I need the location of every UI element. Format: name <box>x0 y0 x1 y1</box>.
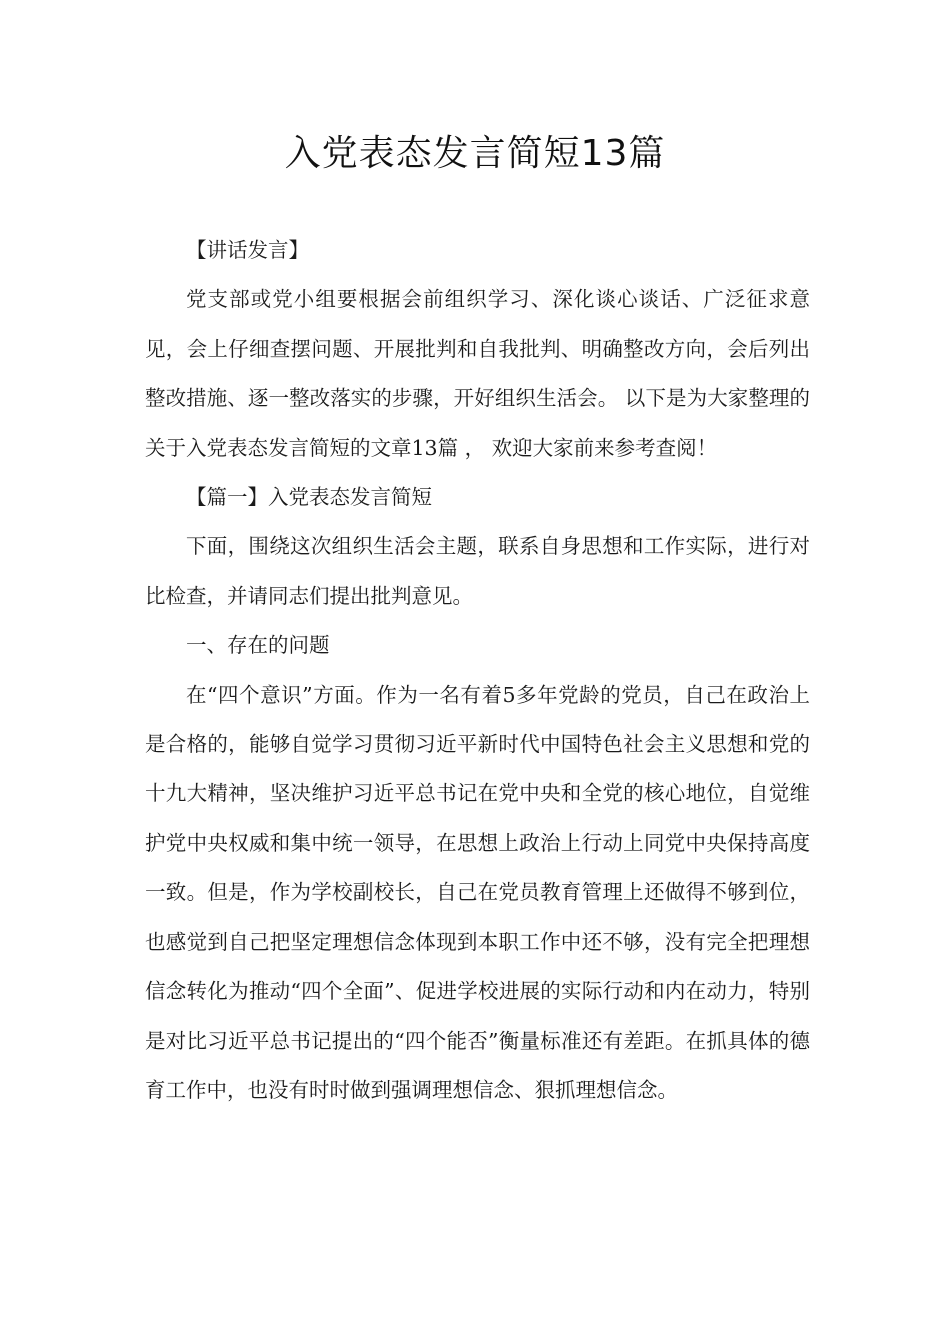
document-title: 入党表态发言简短13篇 <box>284 133 666 174</box>
document-body <box>145 226 810 1115</box>
subheading-problems: 一、存在的问题 <box>186 633 330 658</box>
opening-paragraph: 下面，围绕这次组织生活会主题，联系自身思想和工作实际，进行对比检查，并请同志们提出批判意见。 <box>145 534 810 608</box>
section-label-speech: 【讲话发言】 <box>186 238 309 262</box>
four-consciousness-paragraph: 在“四个意识”方面。作为一名有着5多年党龄的党员，自己在政治上是合格的，能够自觉学习贯彻习近平新时代中国特色社会主义思想和党的十九大精神，坚决维护习近平总书记在党中央和全党的核心地位，自觉维护党中央权威和集中统一领导，在思想上政治上行动上同党中央保持高度一致。但是，作为学校副校长，自己在党员教育管理上还做得不够到位，也感觉到自己把坚定理想信念体现到本职工作中还不够，没有完全把理想信念转化为推动“四个全面”、促进学校进展的实际行动和内在动力，特别是对比习近平总书记提出的“四个能否”衡量标准还有差距。在抓具体的德育工作中，也没有时时做到强调理想信念、狠抓理想信念。 <box>145 682 810 1102</box>
intro-paragraph: 党支部或党小组要根据会前组织学习、深化谈心谈话、广泛征求意见，会上仔细查摆问题、开展批判和自我批判、明确整改方向，会后列出整改措施、逐一整改落实的步骤，开好组织生活会。 以下是为大家整理的关于入党表态发言简短的文章13篇 ， 欢迎大家前来参考查阅！ <box>145 287 810 460</box>
section-heading-part-one: 【篇一】入党表态发言简短 <box>186 485 432 510</box>
